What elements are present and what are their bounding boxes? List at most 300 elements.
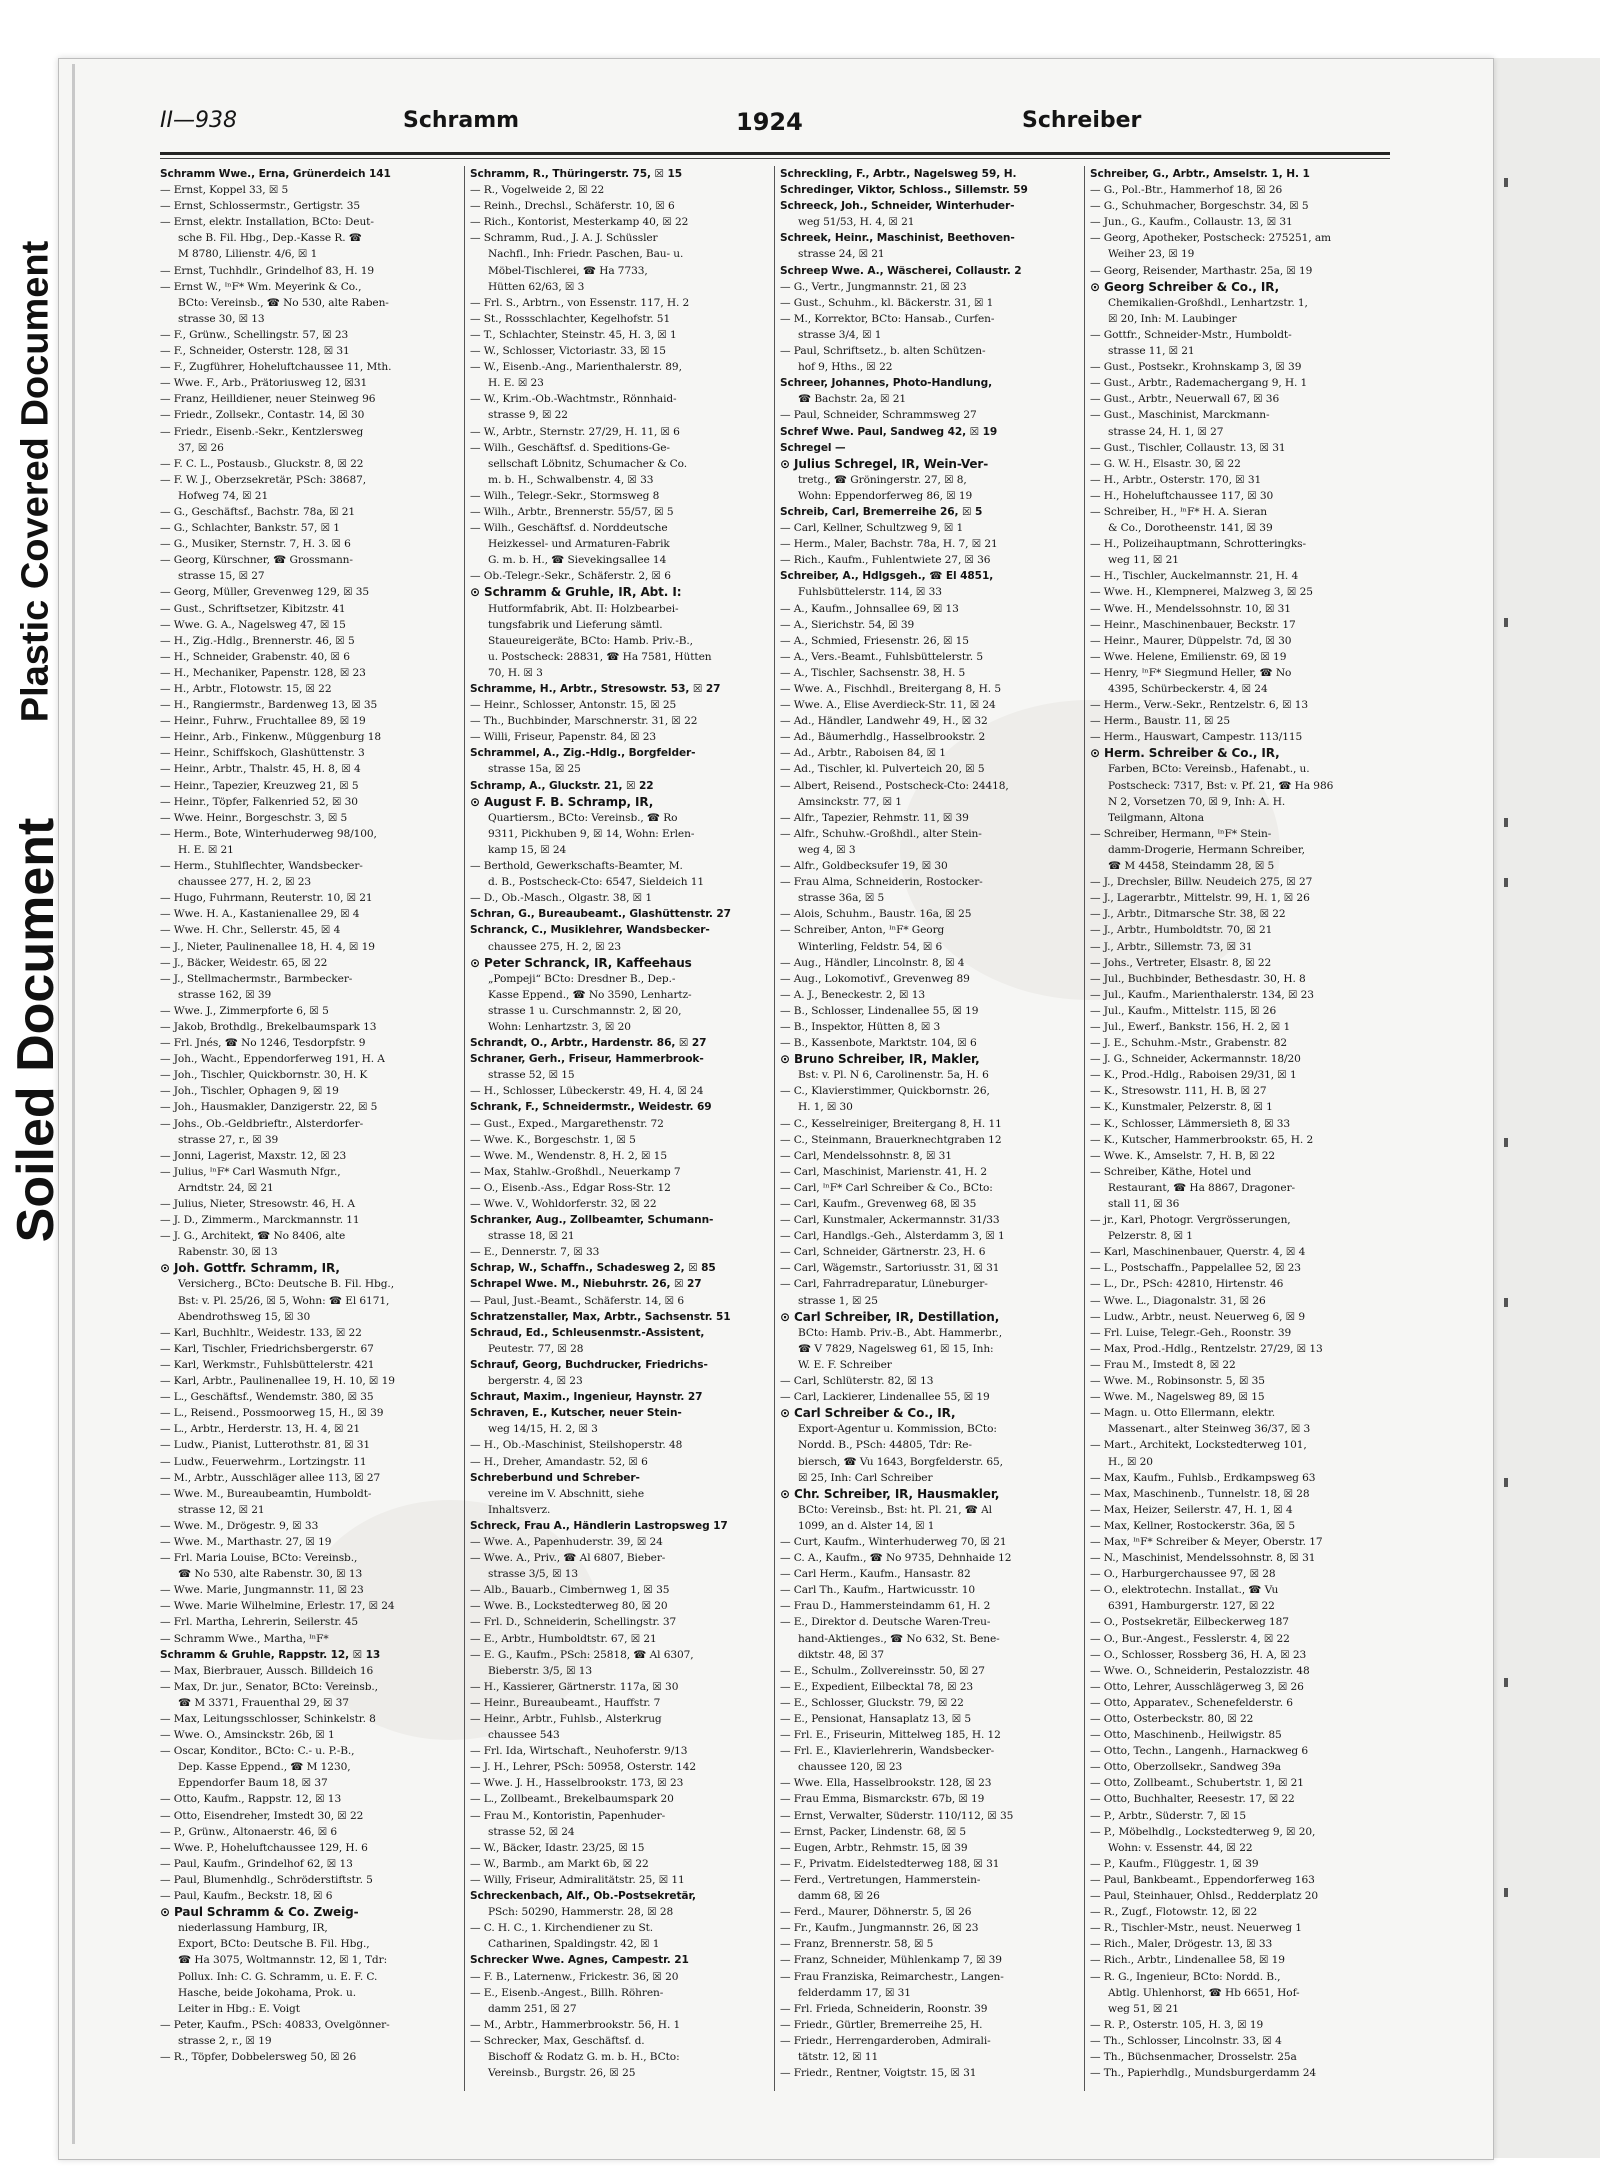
directory-entry: — Karl, Maschinenbauer, Querstr. 4, ☒ 4 (1090, 1246, 1306, 1259)
directory-entry: Quartiersm., BCto: Vereinsb., ☎ Ro (488, 811, 678, 824)
directory-entry: — Heinr., Arbtr., Thalstr. 45, H. 8, ☒ 4 (160, 763, 361, 776)
directory-entry: — W., Barmb., am Markt 6b, ☒ 22 (470, 1857, 649, 1870)
directory-entry: — Friedr., Gürtler, Bremerreihe 25, H. (780, 2018, 983, 2031)
directory-entry: — Wwe. B., Lockstedterweg 80, ☒ 20 (470, 1600, 668, 1613)
directory-entry: — J., Bäcker, Weidestr. 65, ☒ 22 (160, 956, 328, 969)
directory-entry: — F., Schneider, Osterstr. 128, ☒ 31 (160, 345, 350, 358)
directory-entry: Abtlg. Uhlenhorst, ☎ Hb 6651, Hof- (1108, 1986, 1300, 1999)
directory-entry: — Georg, Kürschner, ☎ Grossmann- (160, 554, 353, 567)
directory-entry: — Carl, Handlgs.-Geh., Alsterdamm 3, ☒ 1 (780, 1230, 1005, 1243)
directory-entry: — Friedr., Eisenb.-Sekr., Kentzlersweg (160, 425, 364, 438)
directory-entry: 6391, Hamburgerstr. 127, ☒ 22 (1108, 1600, 1275, 1613)
directory-entry: strasse 52, ☒ 15 (488, 1069, 575, 1082)
directory-entry: Nachfl., Inh: Friedr. Paschen, Bau- u. (488, 248, 684, 261)
directory-entry: — R., Vogelweide 2, ☒ 22 (470, 184, 605, 197)
directory-entry: — Gottfr., Schneider-Mstr., Humboldt- (1090, 328, 1292, 341)
directory-entry: — G., Schlachter, Bankstr. 57, ☒ 1 (160, 522, 340, 535)
directory-entry: — Otto, Kaufm., Rappstr. 12, ☒ 13 (160, 1793, 342, 1806)
directory-entry: — Wwe. M., Nagelsweg 89, ☒ 15 (1090, 1391, 1265, 1404)
directory-entry: Schranker, Aug., Zollbeamter, Schumann- (470, 1214, 714, 1227)
directory-entry: stall 11, ☒ 36 (1108, 1198, 1180, 1210)
directory-entry: ☎ M 3371, Frauenthal 29, ☒ 37 (178, 1696, 349, 1709)
directory-entry: — Ernst W., ᴵⁿF* Wm. Meyerink & Co., (160, 280, 362, 293)
directory-entry: — Joh., Hausmakler, Danzigerstr. 22, ☒ 5 (160, 1101, 378, 1114)
directory-entry: Leiter in Hbg.: E. Voigt (178, 2002, 300, 2015)
directory-entry: ☎ M 4458, Steindamm 28, ☒ 5 (1108, 860, 1275, 873)
directory-entry: — E., Expedient, Eilbecktal 78, ☒ 23 (780, 1680, 974, 1693)
directory-entry: diktstr. 48, ☒ 37 (798, 1648, 885, 1661)
directory-entry: — Frau M., Kontoristin, Papenhuder- (470, 1809, 666, 1822)
directory-entry: — Frl. E., Friseurin, Mittelweg 185, H. 12 (780, 1729, 1001, 1742)
directory-entry: — Frau Franziska, Reimarchestr., Langen- (780, 1970, 1004, 1983)
directory-entry: Schrecker Wwe. Agnes, Campestr. 21 (470, 1954, 689, 1967)
directory-entry: Wohn: Eppendorferweg 86, ☒ 19 (798, 489, 973, 502)
directory-entry: Schrank, F., Schneidermstr., Weidestr. 69 (470, 1101, 712, 1114)
directory-entry: — Wwe. O., Amsinckstr. 26b, ☒ 1 (160, 1729, 335, 1742)
directory-entry: — Willi, Friseur, Papenstr. 84, ☒ 23 (470, 731, 657, 744)
directory-entry: — H., Polizeihauptmann, Schrotteringks- (1090, 538, 1306, 551)
directory-entry: — Wwe. A., Priv., ☎ Al 6807, Bieber- (470, 1552, 666, 1565)
directory-entry: — E. G., Kaufm., PSch: 25818, ☎ Al 6307, (470, 1648, 694, 1661)
directory-entry: ☒ 20, Inh: M. Laubinger (1108, 312, 1237, 325)
directory-entry: — W., Eisenb.-Ang., Marienthalerstr. 89, (470, 361, 682, 374)
directory-entry: — C., Klavierstimmer, Quickbornstr. 26, (780, 1085, 990, 1098)
directory-entry: — Ernst, elektr. Installation, BCto: Deut- (160, 216, 374, 229)
column-divider (774, 166, 775, 2091)
directory-entry: — R. P., Osterstr. 105, H. 3, ☒ 19 (1090, 2018, 1264, 2031)
directory-entry: damm 251, ☒ 27 (488, 2002, 577, 2015)
directory-entry: — Rich., Arbtr., Lindenallee 58, ☒ 19 (1090, 1954, 1285, 1967)
directory-entry: — G., Vertr., Jungmannstr. 21, ☒ 23 (780, 280, 967, 293)
directory-entry: Hasche, beide Jokohama, Prok. u. (178, 1986, 356, 1999)
directory-entry: — B., Kassenbote, Marktstr. 104, ☒ 6 (780, 1037, 977, 1050)
directory-entry: — Ferd., Vertretungen, Hammerstein- (780, 1873, 981, 1886)
directory-entry: — J., Drechsler, Billw. Neudeich 275, ☒ 27 (1090, 876, 1313, 889)
directory-entry: Hutformfabrik, Abt. II: Holzbearbei- (488, 602, 679, 615)
directory-entry: — Jonni, Lagerist, Maxstr. 12, ☒ 23 (160, 1149, 347, 1162)
directory-entry: Export-Agentur u. Kommission, BCto: (798, 1423, 997, 1436)
directory-entry: — Schreiber, Käthe, Hotel und (1090, 1165, 1252, 1178)
directory-entry: — A., Vers.-Beamt., Fuhlsbüttelerstr. 5 (780, 650, 983, 663)
directory-entry: — W., Schlosser, Victoriastr. 33, ☒ 15 (470, 345, 666, 358)
directory-entry: Schregel — (780, 441, 846, 454)
directory-entry: Schreer, Johannes, Photo-Handlung, (780, 377, 993, 390)
directory-entry: Schreck, Frau A., Händlerin Lastropsweg 17 (470, 1519, 728, 1532)
directory-entry: sellschaft Löbnitz, Schumacher & Co. (488, 457, 688, 470)
directory-entry: Schredinger, Viktor, Schloss., Sillemstr. 59 (780, 184, 1028, 197)
directory-entry: Abendrothsweg 15, ☒ 30 (178, 1310, 311, 1323)
directory-entry: strasse 3/4, ☒ 1 (798, 328, 882, 341)
directory-entry: Schrapel Wwe. M., Niebuhrstr. 26, ☒ 27 (470, 1278, 702, 1291)
directory-entry: tungsfabrik und Lieferung sämtl. (488, 618, 663, 631)
directory-entry: Schramm, R., Thüringerstr. 75, ☒ 15 (470, 168, 683, 180)
directory-entry: Schramm & Gruhle, Rappstr. 12, ☒ 13 (160, 1648, 381, 1661)
directory-entry: — Wwe. Marie Wilhelmine, Erlestr. 17, ☒ 24 (160, 1600, 395, 1613)
directory-entry: — G., Musiker, Sternstr. 7, H. 3. ☒ 6 (160, 538, 351, 551)
directory-entry: — Herm., Baustr. 11, ☒ 25 (1090, 715, 1230, 728)
directory-entry: — Alois, Schuhm., Baustr. 16a, ☒ 25 (780, 908, 972, 921)
directory-entry: — Rich., Maler, Drögestr. 13, ☒ 33 (1090, 1938, 1273, 1951)
directory-entry: — Frau D., Hammersteindamm 61, H. 2 (780, 1600, 991, 1613)
page-header (160, 106, 1390, 150)
directory-entry: — Ludw., Pianist, Lutterothstr. 81, ☒ 31 (160, 1439, 371, 1452)
directory-entry: — Carl, Kellner, Schultzweg 9, ☒ 1 (780, 522, 964, 535)
directory-entry: — Frau Alma, Schneiderin, Rostocker- (780, 876, 983, 889)
directory-entry: — J. H., Lehrer, PSch: 50958, Osterstr. 142 (470, 1761, 697, 1774)
directory-entry: — J. D., Zimmerm., Marckmannstr. 11 (160, 1214, 360, 1227)
directory-entry: — Frl. Ida, Wirtschaft., Neuhoferstr. 9/13 (470, 1745, 688, 1758)
directory-entry: — H., Schlosser, Lübeckerstr. 49, H. 4, ☒ 24 (470, 1085, 704, 1098)
directory-entry: sche B. Fil. Hbg., Dep.-Kasse R. ☎ (178, 232, 362, 245)
directory-entry: Schrammel, A., Zig.-Hdlg., Borgfelder- (470, 747, 696, 760)
directory-entry: — Joh., Tischler, Quickbornstr. 30, H. K (160, 1069, 368, 1082)
directory-entry: Schrauf, Georg, Buchdrucker, Friedrichs- (470, 1358, 708, 1371)
directory-entry: Möbel-Tischlerei, ☎ Ha 7733, (488, 264, 648, 277)
directory-entry: — Paul, Kaufm., Beckstr. 18, ☒ 6 (160, 1890, 333, 1903)
directory-entry: — H., Arbtr., Flotowstr. 15, ☒ 22 (160, 683, 332, 695)
directory-entry: 1099, an d. Alster 14, ☒ 1 (798, 1519, 935, 1532)
directory-entry: u. Postscheck: 28831, ☎ Ha 7581, Hütten (488, 650, 712, 663)
directory-entry: ☒ 25, Inh: Carl Schreiber (798, 1471, 933, 1484)
directory-entry: — E., Arbtr., Humboldtstr. 67, ☒ 21 (470, 1632, 657, 1645)
directory-entry: — Julius, Nieter, Stresowstr. 46, H. A (160, 1198, 355, 1210)
directory-entry: — Heinr., Schlosser, Antonstr. 15, ☒ 25 (470, 699, 677, 712)
directory-entry: — Alfr., Goldbecksufer 19, ☒ 30 (780, 860, 948, 873)
directory-entry: — Jun., G., Kaufm., Collaustr. 13, ☒ 31 (1090, 216, 1293, 229)
directory-entry: — H., Hoheluftchaussee 117, ☒ 30 (1090, 489, 1274, 502)
directory-entry: — Carl, Mendelssohnstr. 8, ☒ 31 (780, 1149, 952, 1162)
directory-entry: — Herm., Stuhlflechter, Wandsbecker- (160, 860, 363, 873)
directory-entry: — Ernst, Schlossermstr., Gertigstr. 35 (160, 200, 360, 213)
directory-entry: ⊙ Joh. Gottfr. Schramm, IR, (160, 1261, 340, 1276)
directory-entry: — Frl. Martha, Lehrerin, Seilerstr. 45 (160, 1616, 358, 1629)
directory-entry: — Fr., Kaufm., Jungmannstr. 26, ☒ 23 (780, 1922, 979, 1935)
directory-entry: 4395, Schürbeckerstr. 4, ☒ 24 (1108, 683, 1268, 695)
directory-entry: strasse 52, ☒ 24 (488, 1825, 575, 1838)
directory-entry: — H., Mechaniker, Papenstr. 128, ☒ 23 (160, 666, 366, 679)
directory-entry: — F., Zugführer, Hoheluftchaussee 11, Mth. (160, 361, 392, 374)
directory-entry: — J. E., Schuhm.-Mstr., Grabenstr. 82 (1090, 1037, 1287, 1050)
directory-entry: — Wwe. V., Wohldorferstr. 32, ☒ 22 (470, 1198, 657, 1210)
directory-entry: — Frl. D., Schneiderin, Schellingstr. 37 (470, 1616, 677, 1629)
directory-entry: — K., Kutscher, Hammerbrookstr. 65, H. 2 (1090, 1133, 1314, 1146)
directory-entry: — Ad., Händler, Landwehr 49, H., ☒ 32 (780, 715, 988, 728)
directory-entry: — J., Arbtr., Humboldtstr. 70, ☒ 21 (1090, 924, 1273, 937)
directory-entry: — G. W. H., Elsastr. 30, ☒ 22 (1090, 457, 1241, 470)
directory-entry: — Hugo, Fuhrmann, Reuterstr. 10, ☒ 21 (160, 892, 373, 905)
directory-entry: — G., Schuhmacher, Borgeschstr. 34, ☒ 5 (1090, 200, 1309, 213)
directory-entry: — Carl, Wägemstr., Sartoriusstr. 31, ☒ 31 (780, 1262, 1000, 1275)
directory-entry: — Wwe. M., Drögestr. 9, ☒ 33 (160, 1519, 319, 1532)
directory-entry: — Carl Herm., Kaufm., Hansastr. 82 (780, 1568, 971, 1581)
directory-entry: — Max, Prod.-Hdlg., Rentzelstr. 27/29, ☒ 13 (1090, 1342, 1323, 1355)
directory-entry: — M., Arbtr., Hammerbrookstr. 56, H. 1 (470, 2018, 681, 2031)
directory-entry: — Max, Leitungsschlosser, Schinkelstr. 8 (160, 1713, 376, 1725)
directory-entry: — Ad., Bäumerhdlg., Hasselbrookstr. 2 (780, 731, 986, 744)
directory-entry: — B., Inspektor, Hütten 8, ☒ 3 (780, 1020, 941, 1033)
directory-entry: — C., Steinmann, Brauerknechtgraben 12 (780, 1133, 1002, 1146)
directory-entry: weg 11, ☒ 21 (1108, 554, 1179, 567)
directory-entry: weg 51, ☒ 21 (1108, 2002, 1179, 2015)
directory-entry: — Aug., Händler, Lincolnstr. 8, ☒ 4 (780, 956, 965, 969)
directory-entry: — Alfr., Schuhw.-Großhdl., alter Stein- (780, 827, 982, 840)
directory-entry: Weiher 23, ☒ 19 (1108, 248, 1195, 261)
directory-entry: — Magn. u. Otto Ellermann, elektr. (1090, 1407, 1276, 1420)
directory-entry: — Franz, Schneider, Mühlenkamp 7, ☒ 39 (780, 1954, 1002, 1967)
directory-entry: — Max, Kellner, Rostockerstr. 36a, ☒ 5 (1090, 1519, 1296, 1532)
directory-entry: — K., Kunstmaler, Pelzerstr. 8, ☒ 1 (1090, 1101, 1273, 1114)
directory-entry: weg 14/15, H. 2, ☒ 3 (488, 1423, 598, 1436)
directory-entry: — B., Schlosser, Lindenallee 55, ☒ 19 (780, 1004, 979, 1017)
directory-entry: — Ferd., Maurer, Döhnerstr. 5, ☒ 26 (780, 1906, 972, 1919)
directory-entry: — Ludw., Feuerwehrm., Lortzingstr. 11 (160, 1455, 367, 1468)
directory-entry: — J., Lagerarbtr., Mittelstr. 99, H. 1, ☒ 26 (1090, 892, 1310, 905)
directory-entry: Schreeck, Joh., Schneider, Winterhuder- (780, 200, 1015, 213)
directory-entry: — A., Kaufm., Johnsallee 69, ☒ 13 (780, 602, 959, 615)
directory-entry: — H., Zig.-Hdlg., Brennerstr. 46, ☒ 5 (160, 634, 355, 647)
directory-entry: — Carl, ᴵⁿF* Carl Schreiber & Co., BCto: (780, 1181, 993, 1194)
directory-entry: — R., Töpfer, Dobbelersweg 50, ☒ 26 (160, 2050, 357, 2063)
directory-entry: strasse 24, ☒ 21 (798, 248, 885, 261)
directory-entry: — Ad., Tischler, kl. Pulverteich 20, ☒ 5 (780, 763, 985, 776)
directory-entry: Schreberbund und Schreber- (470, 1471, 640, 1484)
directory-entry: — Gust., Arbtr., Neuerwall 67, ☒ 36 (1090, 393, 1280, 406)
directory-entry: — A., Schmied, Friesenstr. 26, ☒ 15 (780, 634, 969, 647)
directory-entry: Schramme, H., Arbtr., Stresowstr. 53, ☒ 27 (470, 683, 721, 695)
directory-entry: 37, ☒ 26 (178, 441, 224, 454)
directory-entry: — Schramm Wwe., Martha, ᴵⁿF* (160, 1632, 329, 1645)
directory-entry: — Wwe. A., Fischhdl., Breitergang 8, H. 5 (780, 683, 1001, 695)
directory-entry: — Willy, Friseur, Admiralitätstr. 25, ☒ 11 (470, 1873, 685, 1886)
directory-entry: — Frau Emma, Bismarckstr. 67b, ☒ 19 (780, 1793, 985, 1806)
directory-entry: — Henry, ᴵⁿF* Siegmund Heller, ☎ No (1090, 666, 1292, 679)
directory-entry: ⊙ Herm. Schreiber & Co., IR, (1090, 746, 1280, 761)
directory-entry: — Friedr., Zollsekr., Contastr. 14, ☒ 30 (160, 409, 365, 422)
directory-entry: — Max, Kaufm., Fuhlsb., Erdkampsweg 63 (1090, 1471, 1316, 1484)
directory-entry: strasse 15a, ☒ 25 (488, 763, 581, 776)
directory-entry: Peutestr. 77, ☒ 28 (488, 1342, 584, 1355)
directory-entry: ⊙ Julius Schregel, IR, Wein-Ver- (780, 456, 989, 471)
directory-entry: — Karl, Buchhltr., Weidestr. 133, ☒ 22 (160, 1326, 362, 1339)
header-rule (160, 152, 1390, 155)
directory-entry: Nordd. B., PSch: 44805, Tdr: Re- (798, 1439, 972, 1452)
directory-entry: — Wwe. Ella, Hasselbrookstr. 128, ☒ 23 (780, 1777, 992, 1790)
directory-entry: — O., elektrotechn. Installat., ☎ Vu (1090, 1584, 1279, 1597)
directory-entry: — Otto, Eisendreher, Imstedt 30, ☒ 22 (160, 1809, 364, 1822)
directory-entry: Schreiber, G., Arbtr., Amselstr. 1, H. 1 (1090, 168, 1310, 180)
directory-entry: Schreep Wwe. A., Wäscherei, Collaustr. 2 (780, 264, 1022, 277)
directory-entry: chaussee 275, H. 2, ☒ 23 (488, 940, 622, 953)
directory-entry: Farben, BCto: Vereinsb., Hafenabt., u. (1108, 763, 1310, 776)
directory-entry: damm-Drogerie, Hermann Schreiber, (1108, 843, 1305, 856)
directory-entry: Inhaltsverz. (488, 1503, 551, 1516)
directory-entry: — Wwe. P., Hoheluftchaussee 129, H. 6 (160, 1841, 368, 1854)
directory-entry: H. E. ☒ 23 (488, 377, 544, 390)
directory-entry: Fuhlsbüttelerstr. 114, ☒ 33 (798, 586, 942, 599)
directory-entry: — H., Arbtr., Osterstr. 170, ☒ 31 (1090, 473, 1262, 486)
directory-entry: ⊙ Georg Schreiber & Co., IR, (1090, 279, 1280, 294)
directory-entry: — K., Stresowstr. 111, H. B, ☒ 27 (1090, 1085, 1267, 1098)
directory-entry: strasse 1, ☒ 25 (798, 1294, 878, 1307)
directory-entry: — G., Geschäftsf., Bachstr. 78a, ☒ 21 (160, 505, 356, 518)
directory-entry: ⊙ August F. B. Schramp, IR, (470, 794, 654, 809)
directory-entry: — F., Grünw., Schellingstr. 57, ☒ 23 (160, 328, 349, 341)
header-right-keyword: Schreiber (1022, 108, 1142, 133)
directory-entry: — A., Sierichstr. 54, ☒ 39 (780, 618, 915, 631)
directory-entry: — Georg, Apotheker, Postscheck: 275251, am (1090, 232, 1331, 245)
directory-entry: — Wwe. H. A., Kastanienallee 29, ☒ 4 (160, 908, 360, 921)
directory-entry: — Alfr., Tapezier, Rehmstr. 11, ☒ 39 (780, 811, 969, 824)
directory-entry: — Wwe. J. H., Hasselbrookstr. 173, ☒ 23 (470, 1777, 684, 1790)
directory-entry: strasse 2, r., ☒ 19 (178, 2034, 272, 2047)
directory-entry: — Wwe. M., Robinsonstr. 5, ☒ 35 (1090, 1375, 1265, 1388)
directory-entry: — O., Eisenb.-Ass., Edgar Ross-Str. 12 (470, 1181, 671, 1194)
directory-entry: hof 9, Hths., ☒ 22 (798, 361, 893, 374)
directory-entry: — Ernst, Koppel 33, ☒ 5 (160, 184, 289, 197)
directory-entry: H. E. ☒ 21 (178, 843, 234, 856)
directory-entry: — Wilh., Arbtr., Brennerstr. 55/57, ☒ 5 (470, 505, 674, 518)
directory-entry: — D., Ob.-Masch., Olgastr. 38, ☒ 1 (470, 892, 652, 905)
directory-entry: Amsinckstr. 77, ☒ 1 (798, 795, 902, 808)
directory-entry: — Heinr., Bureaubeamt., Hauffstr. 7 (470, 1696, 661, 1709)
directory-entry: — Julius, ᴵⁿF* Carl Wasmuth Nfgr., (160, 1165, 341, 1178)
directory-entry: — J. G., Architekt, ☎ No 8406, alte (160, 1230, 346, 1243)
directory-entry: ☎ Ha 3075, Woltmannstr. 12, ☒ 1, Tdr: (178, 1954, 388, 1967)
directory-entry: — Ernst, Packer, Lindenstr. 68, ☒ 5 (780, 1825, 967, 1838)
directory-entry: Dep. Kasse Eppend., ☎ M 1230, (178, 1761, 351, 1774)
directory-entry: — H., Dreher, Amandastr. 52, ☒ 6 (470, 1455, 648, 1468)
directory-entry: Chemikalien-Großhdl., Lenhartzstr. 1, (1108, 296, 1308, 309)
directory-entry: — Joh., Tischler, Ophagen 9, ☒ 19 (160, 1085, 339, 1098)
directory-entry: — Frl. Frieda, Schneiderin, Roonstr. 39 (780, 2002, 988, 2015)
directory-entry: — Herm., Verw.-Sekr., Rentzelstr. 6, ☒ 13 (1090, 699, 1309, 712)
directory-entry: Eppendorfer Baum 18, ☒ 37 (178, 1777, 328, 1790)
header-rule-thin (160, 158, 1390, 159)
directory-entry: — Heinr., Schiffskoch, Glashüttenstr. 3 (160, 747, 365, 760)
directory-entry: — Carl, Maschinist, Marienstr. 41, H. 2 (780, 1165, 988, 1178)
directory-entry: 70, H. ☒ 3 (488, 666, 543, 679)
directory-entry: ⊙ Schramm & Gruhle, IR, Abt. I: (470, 585, 682, 600)
directory-entry: — Gust., Maschinist, Marckmann- (1090, 409, 1270, 422)
directory-entry: — Karl, Werkmstr., Fuhlsbüttelerstr. 421 (160, 1358, 375, 1371)
directory-entry: — Wwe. G. A., Nagelsweg 47, ☒ 15 (160, 618, 346, 631)
directory-entry: — Wwe. M., Bureaubeamtin, Humboldt- (160, 1487, 372, 1500)
directory-entry: felderdamm 17, ☒ 31 (798, 1986, 911, 1999)
directory-entry: weg 4, ☒ 3 (798, 843, 856, 856)
directory-entry: — Otto, Techn., Langenh., Harnackweg 6 (1090, 1745, 1308, 1758)
directory-entry: — Wwe. O., Schneiderin, Pestalozzistr. 48 (1090, 1664, 1310, 1677)
directory-entry: — Carl, Kunstmaler, Ackermannstr. 31/33 (780, 1214, 1000, 1227)
directory-entry: biersch, ☎ Vu 1643, Borgfelderstr. 65, (798, 1455, 1003, 1468)
directory-entry: Schraut, Maxim., Ingenieur, Haynstr. 27 (470, 1391, 703, 1404)
directory-entry: — Th., Schlosser, Lincolnstr. 33, ☒ 4 (1090, 2034, 1282, 2047)
directory-entry: — Max, ᴵⁿF* Schreiber & Meyer, Oberstr. 17 (1090, 1535, 1323, 1548)
directory-entry: — Max, Stahlw.-Großhdl., Neuerkamp 7 (470, 1165, 681, 1178)
directory-entry: — J., Arbtr., Sillemstr. 73, ☒ 31 (1090, 940, 1253, 953)
directory-entry: Rabenstr. 30, ☒ 13 (178, 1246, 278, 1259)
directory-entry: — Th., Papierhdlg., Mundsburgerdamm 24 (1090, 2067, 1317, 2080)
directory-entry: — Herm., Maler, Bachstr. 78a, H. 7, ☒ 21 (780, 538, 998, 551)
directory-entry: Export, BCto: Deutsche B. Fil. Hbg., (178, 1938, 370, 1951)
directory-entry: — Herm., Bote, Winterhuderweg 98/100, (160, 827, 377, 840)
directory-entry: — Jul., Kaufm., Marienthalerstr. 134, ☒ 23 (1090, 988, 1314, 1001)
directory-entry: Teilgmann, Altona (1108, 811, 1204, 824)
directory-entry: chaussee 543 (488, 1729, 560, 1742)
directory-entry: — Ernst, Verwalter, Süderstr. 110/112, ☒ 35 (780, 1809, 1014, 1822)
directory-entry: — Frl. E., Klavierlehrerin, Wandsbecker- (780, 1745, 995, 1758)
plastic-covered-label: Plastic Covered Document (14, 240, 57, 723)
directory-entry: — Schreiber, Anton, ᴵⁿF* Georg (780, 924, 945, 937)
directory-entry: — St., Rossschlachter, Kegelhofstr. 51 (470, 312, 671, 325)
directory-entry: — Otto, Apparatev., Schenefelderstr. 6 (1090, 1696, 1293, 1709)
directory-entry: damm 68, ☒ 26 (798, 1890, 880, 1903)
directory-entry: BCto: Vereinsb., ☎ No 530, alte Raben- (178, 296, 389, 309)
directory-entry: strasse 15, ☒ 27 (178, 570, 265, 583)
directory-entry: — Frl. Maria Louise, BCto: Vereinsb., (160, 1552, 358, 1565)
directory-entry: — Paul, Bankbeamt., Eppendorferweg 163 (1090, 1873, 1315, 1886)
directory-entry: — E., Eisenb.-Angest., Billh. Röhren- (470, 1986, 664, 1999)
directory-entry: — C., Kesselreiniger, Breitergang 8, H. 11 (780, 1117, 1002, 1130)
directory-entry: Restaurant, ☎ Ha 8867, Dragoner- (1108, 1181, 1296, 1194)
directory-entry: — F. C. L., Postausb., Gluckstr. 8, ☒ 22 (160, 457, 364, 470)
directory-entry: — Max, Dr. jur., Senator, BCto: Vereinsb., (160, 1680, 378, 1693)
directory-entry: — Georg, Müller, Grevenweg 129, ☒ 35 (160, 586, 370, 599)
directory-entry: H. 1, ☒ 30 (798, 1101, 853, 1114)
directory-entry: — Wwe. H. Chr., Sellerstr. 45, ☒ 4 (160, 924, 341, 937)
directory-entry: — Gust., Schuhm., kl. Bäckerstr. 31, ☒ 1 (780, 296, 994, 309)
directory-entry: — Ad., Arbtr., Raboisen 84, ☒ 1 (780, 747, 946, 760)
directory-entry: — Gust., Postsekr., Krohnskamp 3, ☒ 39 (1090, 361, 1302, 374)
directory-entry: Vereinsb., Burgstr. 26, ☒ 25 (488, 2067, 636, 2080)
directory-entry: — J., Nieter, Paulinenallee 18, H. 4, ☒ 19 (160, 940, 375, 953)
directory-entry: — G., Pol.-Btr., Hammerhof 18, ☒ 26 (1090, 184, 1283, 197)
directory-entry: Schreckenbach, Alf., Ob.-Postsekretär, (470, 1890, 696, 1903)
directory-entry: N 2, Vorsetzen 70, ☒ 9, Inh: A. H. (1108, 795, 1286, 808)
directory-entry: vereine im V. Abschnitt, siehe (488, 1487, 645, 1500)
directory-entry: — Peter, Kaufm., PSch: 40833, Ovelgönner- (160, 2018, 390, 2031)
directory-entry: Winterling, Feldstr. 54, ☒ 6 (798, 940, 943, 953)
directory-entry: — P., Grünw., Altonaerstr. 46, ☒ 6 (160, 1825, 338, 1838)
directory-entry: — Carl, Schlüterstr. 82, ☒ 13 (780, 1375, 934, 1388)
directory-entry: niederlassung Hamburg, IR, (178, 1922, 328, 1935)
directory-entry: Versicherg., BCto: Deutsche B. Fil. Hbg., (178, 1278, 394, 1291)
directory-entry: Bieberstr. 3/5, ☒ 13 (488, 1664, 593, 1677)
directory-entry: — Paul, Schriftsetz., b. alten Schützen- (780, 345, 986, 358)
directory-entry: — A., Tischler, Sachsenstr. 38, H. 5 (780, 666, 966, 679)
directory-entry: BCto: Hamb. Priv.-B., Abt. Hammerbr., (798, 1326, 1003, 1339)
directory-entry: — H., Ob.-Maschinist, Steilshoperstr. 48 (470, 1439, 683, 1452)
directory-entry: — Heinr., Töpfer, Falkenried 52, ☒ 30 (160, 795, 358, 808)
directory-entry: 9311, Pickhuben 9, ☒ 14, Wohn: Erlen- (488, 827, 695, 840)
directory-entry: strasse 30, ☒ 13 (178, 312, 265, 325)
directory-entry: Schran, G., Bureaubeamt., Glashüttenstr. 27 (470, 908, 731, 921)
directory-entry: — Karl, Tischler, Friedrichsbergerstr. 67 (160, 1342, 374, 1355)
soiled-document-label: Soiled Document (7, 817, 65, 1243)
directory-entry: Catharinen, Spaldingstr. 42, ☒ 1 (488, 1938, 660, 1951)
directory-entry: — F., Privatm. Eidelstedterweg 188, ☒ 31 (780, 1857, 1000, 1870)
directory-entry: — W., Bäcker, Idastr. 23/25, ☒ 15 (470, 1841, 645, 1854)
directory-entry: ⊙ Peter Schranck, IR, Kaffeehaus (470, 955, 692, 970)
directory-entry: ⊙ Carl Schreiber & Co., IR, (780, 1406, 956, 1421)
directory-entry: — Gust., Tischler, Collaustr. 13, ☒ 31 (1090, 441, 1286, 454)
directory-entry: — Wilh., Telegr.-Sekr., Stormsweg 8 (470, 489, 660, 502)
directory-entry: — Aug., Lokomotivf., Grevenweg 89 (780, 972, 970, 985)
directory-entry: — F. W. J., Oberzsekretär, PSch: 38687, (160, 473, 366, 486)
directory-entry: Hofweg 74, ☒ 21 (178, 489, 269, 502)
directory-entry: m. b. H., Schwalbenstr. 4, ☒ 33 (488, 473, 654, 486)
directory-entry: strasse 12, ☒ 21 (178, 1503, 265, 1516)
directory-entry: Wohn: Lenhartzstr. 3, ☒ 20 (488, 1020, 631, 1033)
